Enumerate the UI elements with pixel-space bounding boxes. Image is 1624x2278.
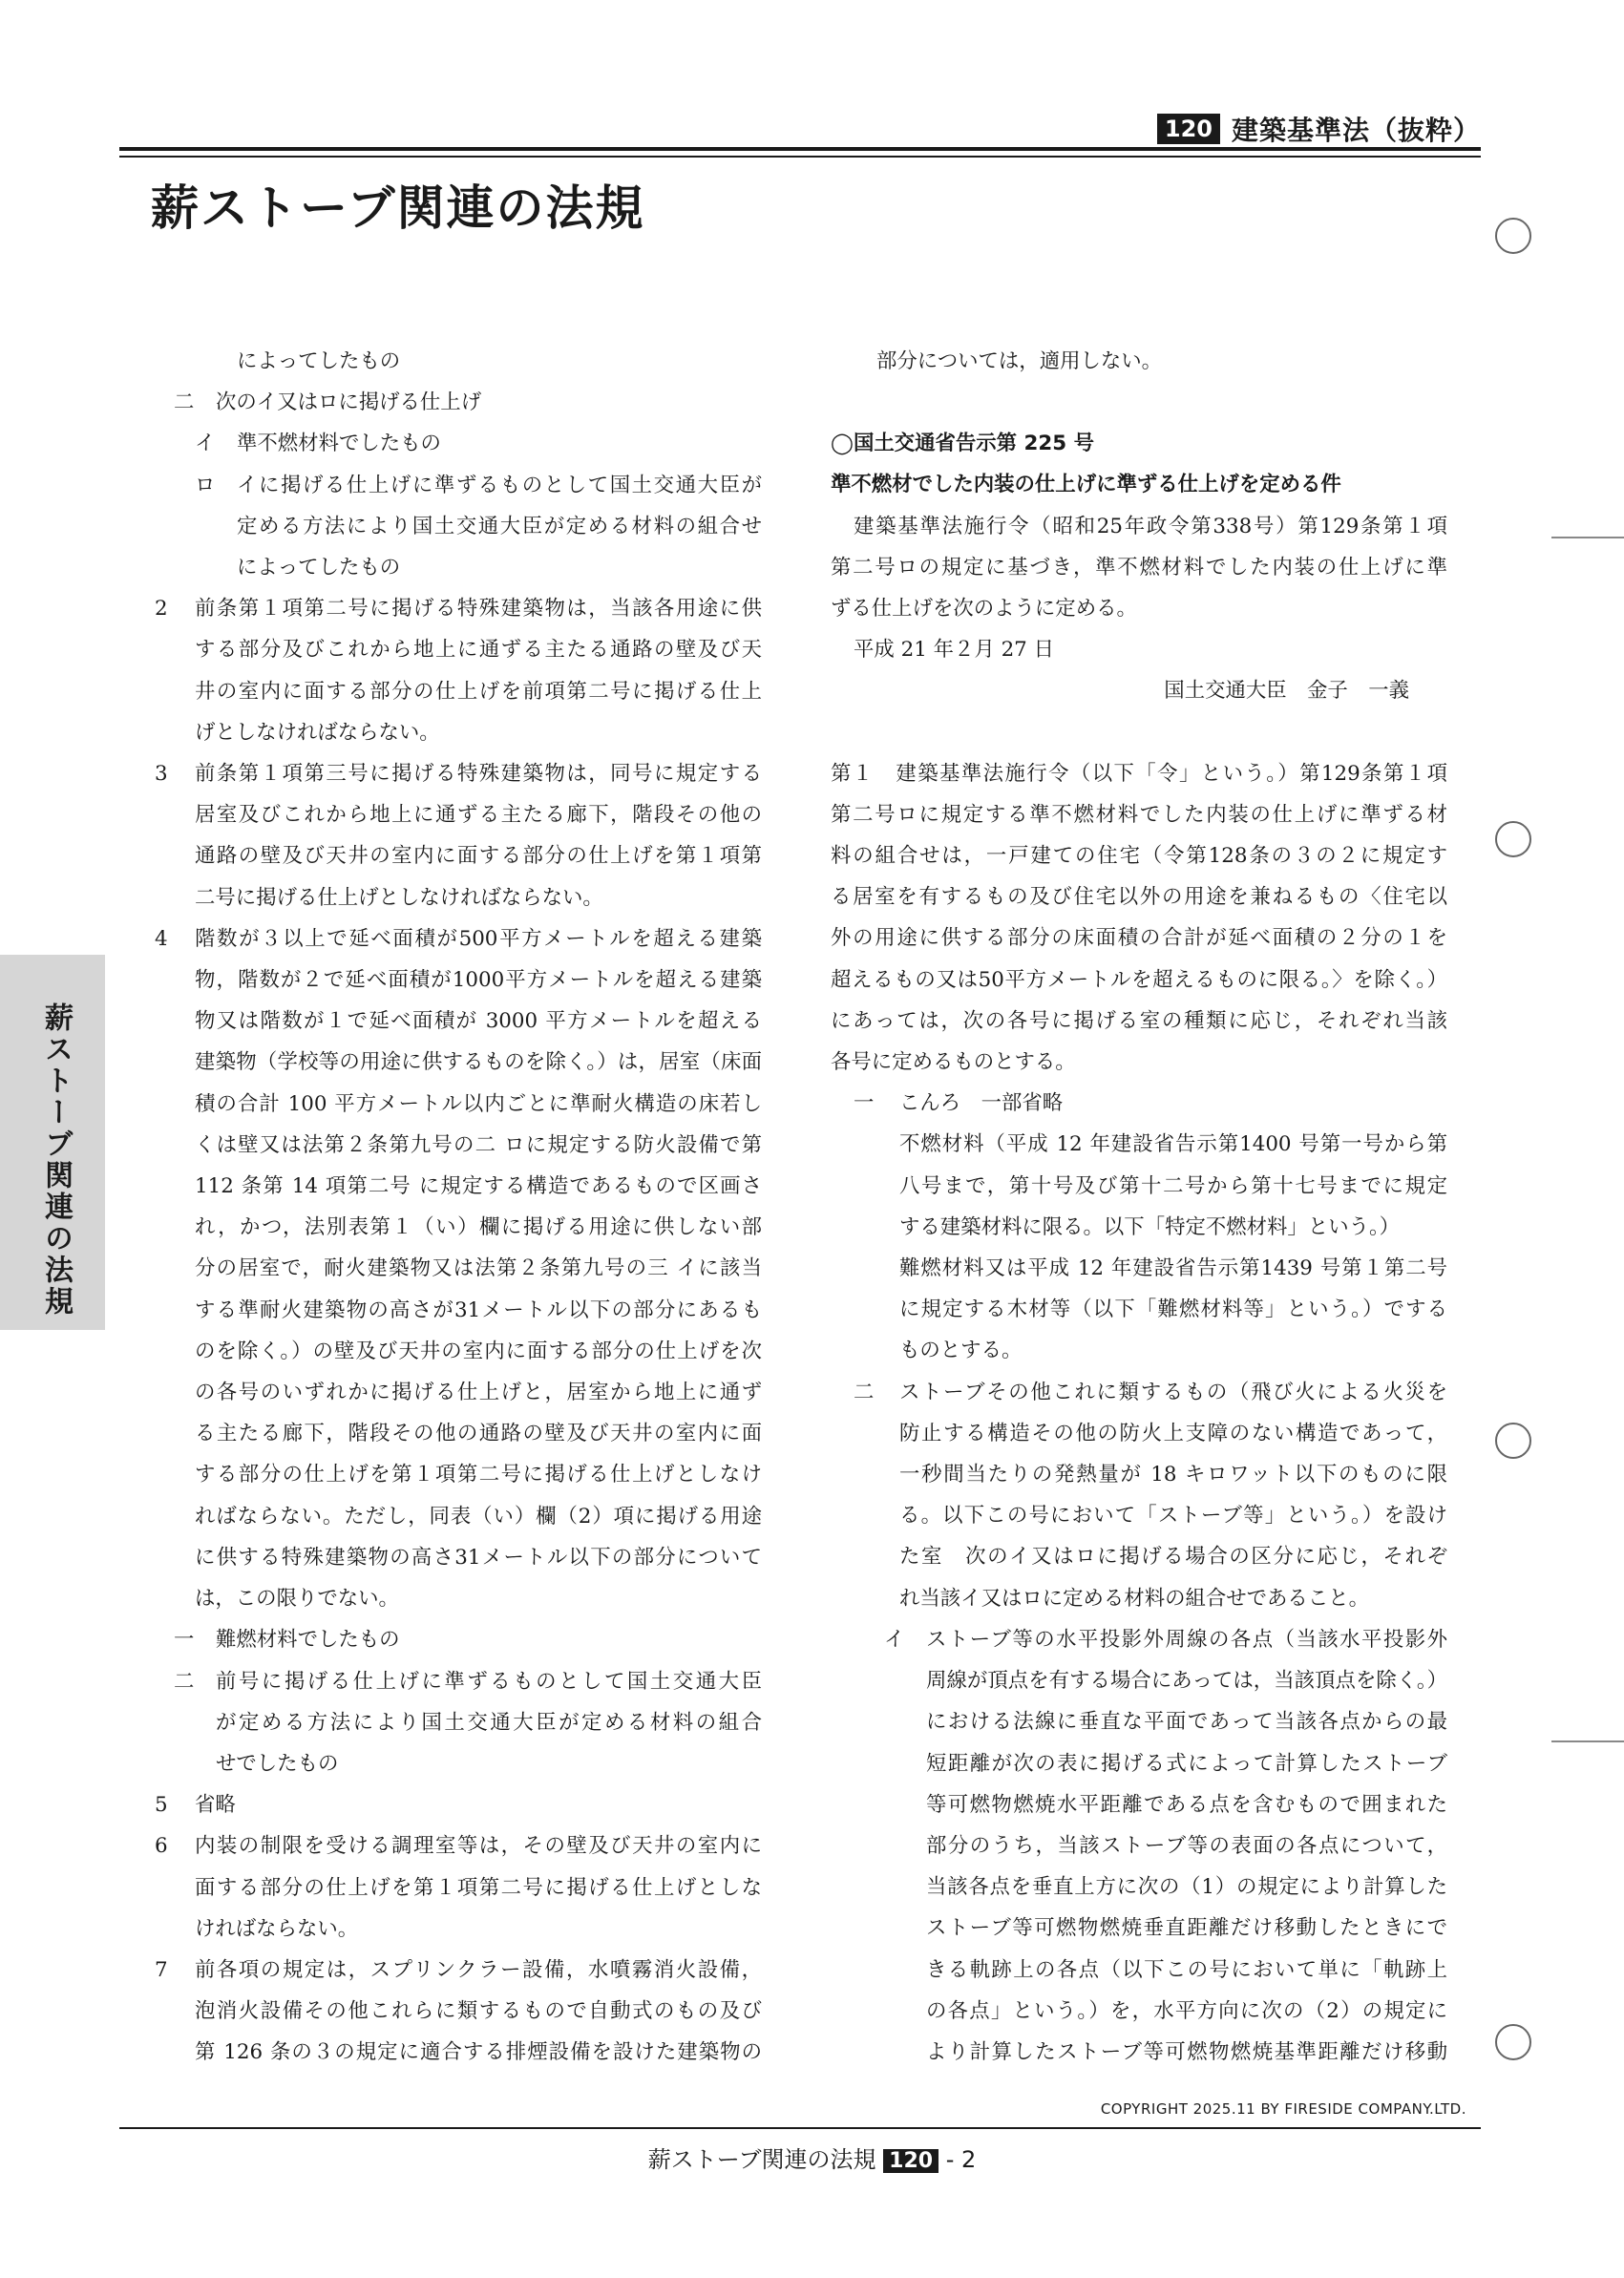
- text-line: にあっては，次の各号に掲げる室の種類に応じ，それぞれ当該: [831, 1008, 1447, 1033]
- item-text: イに掲げる仕上げに準ずるものとして国土交通大臣が: [237, 473, 762, 497]
- header-rule-thin: [119, 156, 1481, 158]
- list-item: [155, 465, 762, 506]
- text-line: 不燃材料（平成 12 年建設省告示第1400 号第一号から第: [899, 1132, 1447, 1157]
- notice-number: ◯国土交通省告示第 225 号: [831, 432, 1095, 456]
- item-text: 準不燃材料でしたもの: [237, 432, 441, 456]
- text-line: 当該各点を垂直上方に次の（1）の規定により計算した: [926, 1875, 1447, 1900]
- text-line: れ当該イ又はロに定める材料の組合せであること。: [899, 1586, 1369, 1611]
- item-number: 一: [174, 1628, 195, 1653]
- text-line: 前条第１項第三号に掲げる特殊建築物は，同号に規定する: [195, 762, 762, 787]
- item-text: 難燃材料でしたもの: [216, 1628, 400, 1653]
- chapter-title: 建築基準法（抜粋）: [1231, 115, 1481, 146]
- spacer: [831, 712, 1447, 753]
- text-line: ストーブその他これに類するもの（飛び火による火災を: [899, 1380, 1447, 1404]
- text-line: 112 条第 14 項第二号 に規定する構造であるもので区画さ: [195, 1174, 762, 1199]
- text-line: 部分のうち，当該ストーブ等の表面の各点について，: [926, 1833, 1447, 1858]
- copyright-notice: COPYRIGHT 2025.11 BY FIRESIDE COMPANY.LTD.: [1100, 2100, 1466, 2118]
- text-line: れ，かつ，法別表第１（い）欄に掲げる用途に供しない部: [195, 1215, 762, 1240]
- text-line: が定める方法により国土交通大臣が定める材料の組合: [216, 1710, 762, 1735]
- paragraph-2: [155, 588, 762, 753]
- text-line: 建築物（学校等の用途に供するものを除く。）は，居室（床面: [195, 1050, 762, 1075]
- text-line: 八号まで，第十号及び第十二号から第十七号までに規定: [899, 1173, 1447, 1198]
- item-text: こんろ 一部省略: [899, 1091, 1064, 1116]
- text-line: によってしたもの: [237, 556, 401, 580]
- text-line: 積の合計 100 平方メートル以内ごとに準耐火構造の床若し: [195, 1091, 762, 1116]
- text-line: する建築材料に限る。以下「特定不燃材料」という。）: [899, 1214, 1401, 1239]
- text-line: ければならない。: [195, 1916, 359, 1941]
- spacer: [831, 382, 1447, 423]
- text-line: 短距離が次の表に掲げる式によって計算したストーブ: [926, 1751, 1447, 1776]
- text-line: の各点」という。）を，水平方向に次の（2）の規定に: [926, 1998, 1447, 2023]
- text-line: 物，階数が２で延べ面積が1000平方メートルを超える建築: [195, 968, 762, 993]
- chapter-number-badge: 120: [1157, 114, 1220, 144]
- item-number: 一: [854, 1091, 875, 1116]
- paragraph-body: [195, 1825, 762, 1950]
- text-line: 外の用途に供する部分の床面積の合計が延べ面積の２分の１を: [831, 926, 1447, 951]
- text-line: 面する部分の仕上げを第１項第二号に掲げる仕上げとしな: [195, 1875, 762, 1900]
- paragraph-body: [195, 918, 762, 1619]
- paragraph-6: [155, 1825, 762, 1950]
- footer-rule: [119, 2127, 1481, 2129]
- right-column: [831, 341, 1447, 2073]
- text-line: の各号のいずれかに掲げる仕上げと，居室から地上に通ず: [195, 1381, 762, 1405]
- text-line: 一秒間当たりの発熱量が 18 キロワット以下のものに限: [899, 1463, 1447, 1487]
- text-line: る主たる廊下，階段その他の通路の壁及び天井の室内に面: [195, 1422, 762, 1446]
- item-body: [831, 1124, 1447, 1371]
- text-line: げとしなければならない。: [195, 720, 440, 745]
- text-line: 前条第１項第二号に掲げる特殊建築物は，当該各用途に供: [195, 597, 762, 622]
- item-number: 二: [174, 390, 195, 415]
- paragraph-3: [155, 753, 762, 918]
- margin-tick: [1551, 537, 1624, 538]
- page-number: - 2: [945, 2146, 977, 2173]
- text-line: ずる仕上げを次のように定める。: [831, 597, 1137, 622]
- text-line: きる軌跡上の各点（以下この号において単に「軌跡上: [926, 1957, 1447, 1982]
- text-line: 難燃材料又は平成 12 年建設省告示第1439 号第１第二号: [899, 1256, 1447, 1281]
- text-line: 各号に定めるものとする。: [831, 1050, 1076, 1075]
- text-line: ものとする。: [899, 1339, 1023, 1363]
- text-line: ストーブ等可燃物燃焼垂直距離だけ移動したときにで: [926, 1916, 1447, 1941]
- item-number: 二: [854, 1380, 875, 1404]
- text-line: 二号に掲げる仕上げとしなければならない。: [195, 885, 603, 910]
- text-line: 料の組合せは，一戸建ての住宅（令第128条の３の２に規定す: [831, 844, 1447, 869]
- text-line: に規定する木材等（以下「難燃材料等」という。）でする: [899, 1297, 1447, 1322]
- text-line: 周線が頂点を有する場合にあっては，当該頂点を除く。）: [926, 1669, 1447, 1694]
- binder-hole: [1495, 1423, 1531, 1459]
- text-line: 第 126 条の３の規定に適合する排煙設備を設けた建築物の: [195, 2040, 762, 2065]
- text-line: 通路の壁及び天井の室内に面する部分の仕上げを第１項第: [195, 844, 762, 869]
- item-text: [216, 1661, 762, 1785]
- text-line: 第二号ロの規定に基づき，準不燃材料でした内装の仕上げに準: [831, 555, 1447, 580]
- paragraph-body: [195, 1950, 762, 2074]
- text-line: は，この限りでない。: [195, 1587, 399, 1612]
- text-line: せでしたもの: [216, 1751, 339, 1776]
- text-line: する部分及びこれから地上に通ずる主たる通路の壁及び天: [195, 638, 762, 663]
- paragraph-4: [155, 918, 762, 1619]
- text-line: くは壁又は法第２条第九号の二 ロに規定する防火設備で第: [195, 1132, 762, 1157]
- list-item: [155, 1661, 762, 1785]
- notice-intro: [831, 506, 1447, 630]
- text-line: によってしたもの: [237, 349, 401, 373]
- binder-hole: [1495, 821, 1531, 857]
- text-line: より計算したストーブ等可燃物燃焼基準距離だけ移動: [926, 2039, 1447, 2064]
- notice-date: 平成 21 年２月 27 日: [854, 638, 1054, 663]
- text-line: における法線に垂直な平面であって当該各点からの最: [926, 1710, 1447, 1735]
- text-line: 部分については，適用しない。: [876, 349, 1163, 373]
- notice-signer: 国土交通大臣 金子 一義: [1164, 679, 1409, 704]
- text-line: る。以下この号において「ストーブ等」という。）を設け: [899, 1504, 1447, 1529]
- paragraph-5: [155, 1784, 762, 1825]
- paragraph-number: 6: [155, 1834, 168, 1859]
- text-line: 内装の制限を受ける調理室等は，その壁及び天井の室内に: [195, 1834, 762, 1859]
- text-line: 前各項の規定は，スプリンクラー設備，水噴霧消火設備，: [195, 1957, 762, 1982]
- list-item: [155, 423, 762, 464]
- footer-chapter-badge: 120: [883, 2149, 939, 2173]
- paragraph-number: 5: [155, 1793, 168, 1818]
- margin-tick: [1551, 1740, 1624, 1742]
- binder-hole: [1495, 218, 1531, 254]
- text-line: に供する特殊建築物の高さ31メートル以下の部分について: [195, 1545, 762, 1570]
- text-line: ストーブ等の水平投影外周線の各点（当該水平投影外: [926, 1627, 1447, 1652]
- list-item: [831, 1083, 1447, 1124]
- text-line: 第１ 建築基準法施行令（以下「令」という。）第129条第１項: [831, 761, 1447, 786]
- paragraph-7: [155, 1950, 762, 2074]
- text-line: た室 次のイ又はロに掲げる場合の区分に応じ，それぞ: [899, 1545, 1447, 1570]
- side-index-label: 薪ストーブ関連の法規: [39, 1002, 73, 1318]
- footer-title: 薪ストーブ関連の法規: [647, 2146, 876, 2173]
- text-line: 分の居室で，耐火建築物又は法第２条第九号の三 イに該当: [195, 1256, 762, 1281]
- item-number: イ: [195, 432, 216, 456]
- item-number: 二: [174, 1669, 195, 1694]
- page-title: 薪ストーブ関連の法規: [151, 180, 645, 236]
- text-line: ればならない。ただし，同表（い）欄（2）項に掲げる用途: [195, 1504, 762, 1529]
- paragraph-body: [195, 753, 762, 918]
- paragraph-number: 3: [155, 762, 168, 787]
- article-1: [831, 753, 1447, 1084]
- paragraph-number: 4: [155, 926, 168, 951]
- binder-hole: [1495, 2024, 1531, 2060]
- notice-title: 準不燃材でした内装の仕上げに準ずる仕上げを定める件: [831, 473, 1341, 497]
- list-item: [831, 1619, 1447, 2073]
- paragraph-body: [195, 588, 762, 753]
- text-line: 物又は階数が１で延べ面積が 3000 平方メートルを超える: [195, 1009, 762, 1034]
- item-number: イ: [884, 1627, 905, 1652]
- item-number: ロ: [195, 473, 216, 497]
- left-column: [155, 341, 762, 2074]
- text-line: 防止する構造その他の防火上支障のない構造であって，: [899, 1421, 1447, 1445]
- text-line: 井の室内に面する部分の仕上げを前項第二号に掲げる仕上: [195, 679, 762, 704]
- text-line: る居室を有するもの及び住宅以外の用途を兼ねるもの〈住宅以: [831, 885, 1447, 910]
- text-line: 居室及びこれから地上に通ずる主たる廊下，階段その他の: [195, 803, 762, 828]
- text-line: 階数が３以上で延べ面積が500平方メートルを超える建築: [195, 926, 762, 951]
- text-line: 前号に掲げる仕上げに準ずるものとして国土交通大臣: [216, 1669, 762, 1694]
- list-item: [155, 382, 762, 423]
- item-text: [926, 1619, 1447, 2073]
- header-rule-thick: [119, 147, 1481, 151]
- text-line: 泡消火設備その他これらに類するもので自動式のもの及び: [195, 1999, 762, 2024]
- paragraph-number: 7: [155, 1957, 168, 1982]
- text-line: のを除く。）の壁及び天井の室内に面する部分の仕上げを次: [195, 1339, 762, 1363]
- text-line: 建築基準法施行令（昭和25年政令第338号）第129条第１項: [854, 514, 1447, 538]
- text-line: 定める方法により国土交通大臣が定める材料の組合せ: [237, 514, 762, 538]
- text-line: 超えるもの又は50平方メートルを超えるものに限る。〉を除く。）: [831, 967, 1447, 992]
- text-line: する部分の仕上げを第１項第二号に掲げる仕上げとしなけ: [195, 1463, 762, 1487]
- text-line: 等可燃物燃焼水平距離である点を含むもので囲まれた: [926, 1792, 1447, 1817]
- list-item: [831, 1372, 1447, 1619]
- item-text: 次のイ又はロに掲げる仕上げ: [216, 390, 482, 415]
- text-line: 第二号ロに規定する準不燃材料でした内装の仕上げに準ずる材: [831, 802, 1447, 827]
- page-footer: [0, 2141, 1624, 2175]
- list-item: [155, 1619, 762, 1660]
- paragraph-body: 省略: [195, 1793, 236, 1818]
- text-line: する準耐火建築物の高さが31メートル以下の部分にあるも: [195, 1297, 762, 1322]
- page-header: [1157, 110, 1481, 148]
- item-text: [899, 1372, 1447, 1619]
- paragraph-number: 2: [155, 597, 168, 622]
